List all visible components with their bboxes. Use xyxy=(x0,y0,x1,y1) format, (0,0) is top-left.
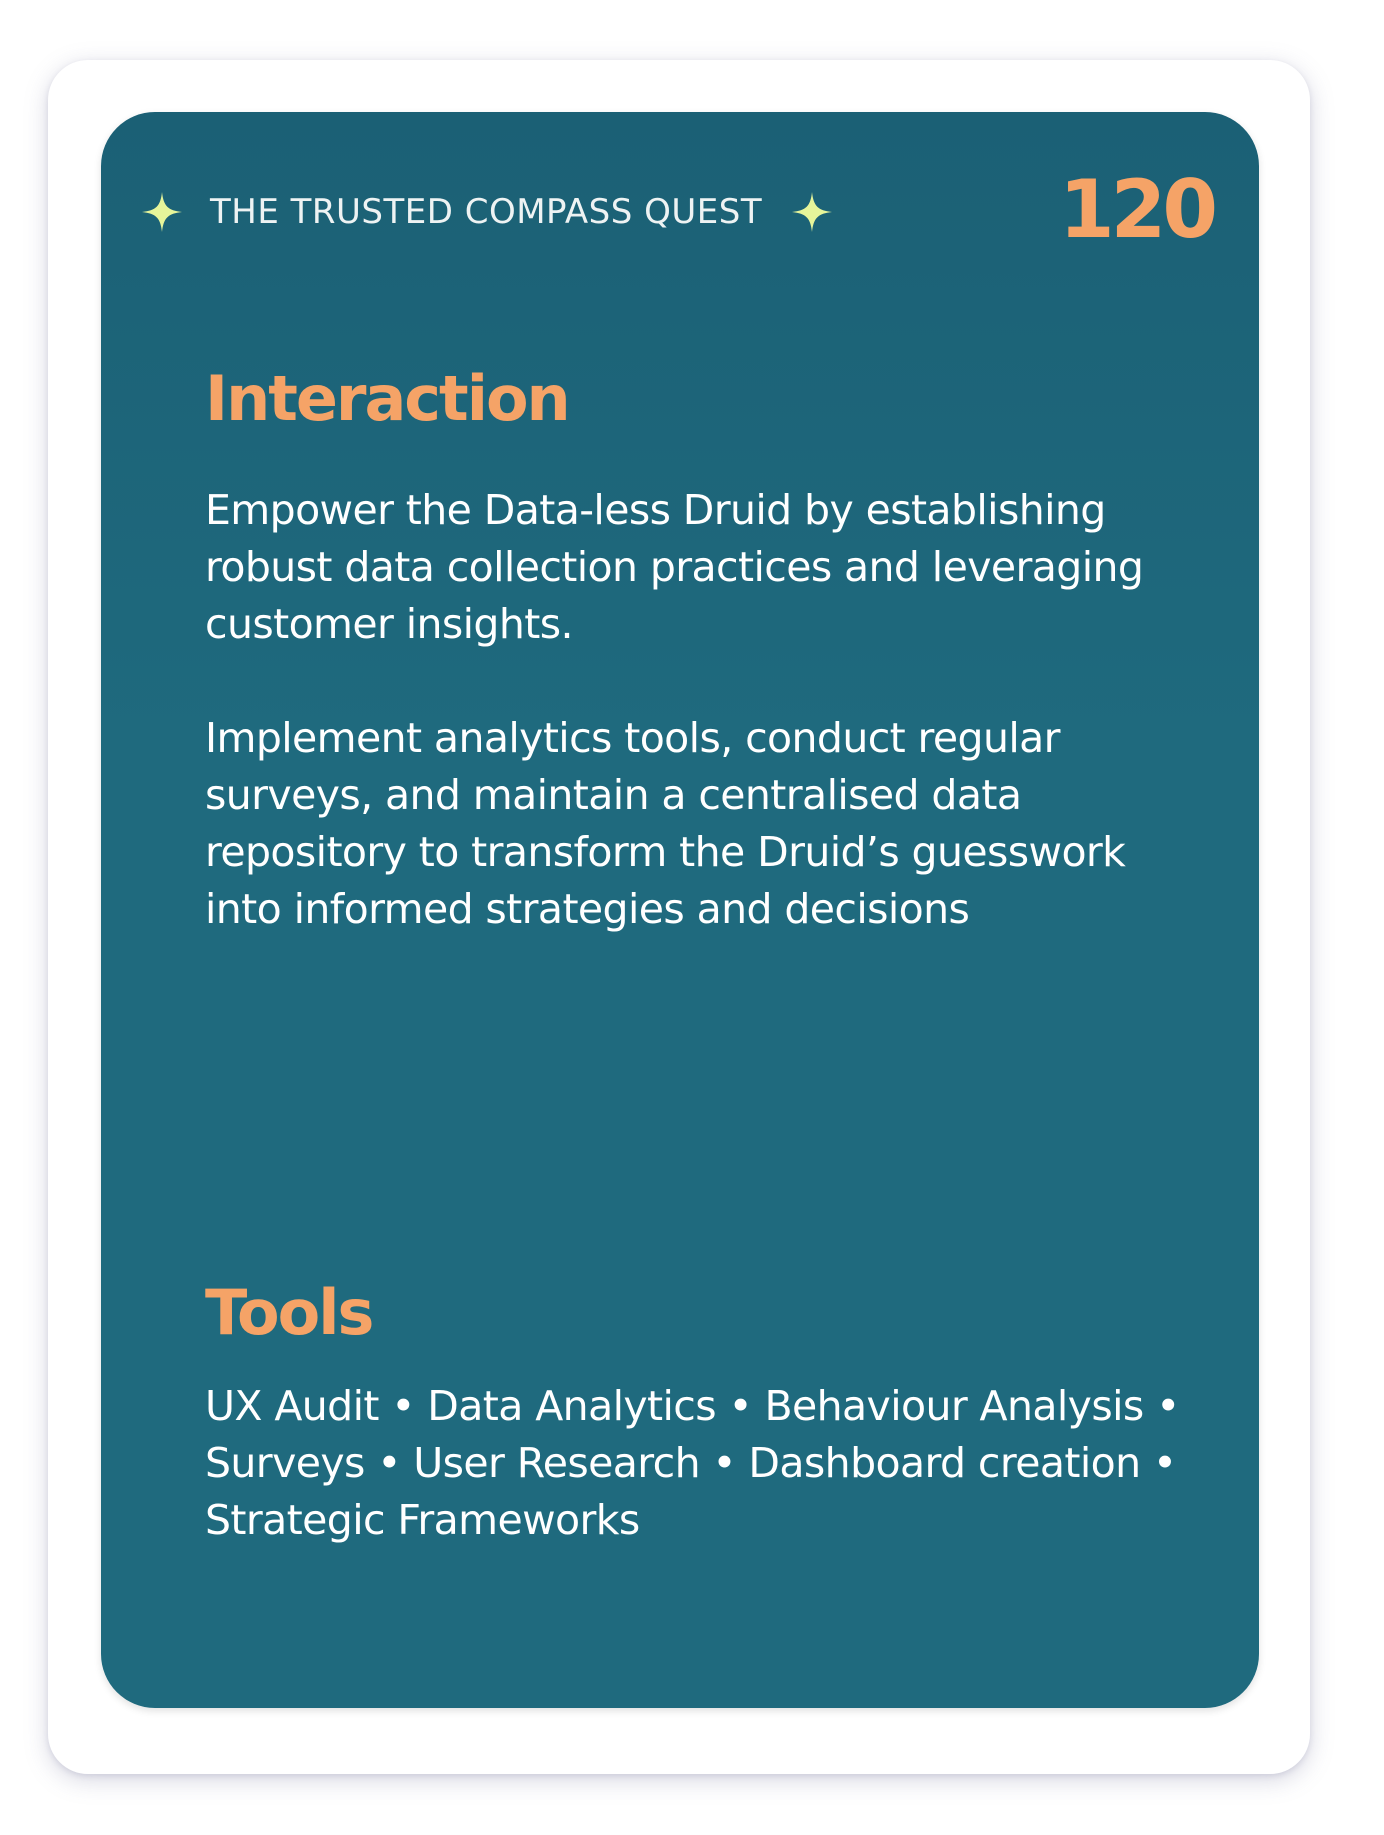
card-header xyxy=(140,180,834,244)
tools-list: UX Audit • Data Analytics • Behaviour Analysis • Surveys • User Research • Dashboard creation • Strategic Frameworks xyxy=(205,1382,1180,1544)
interaction-paragraph-2: Implement analytics tools, conduct regular surveys, and maintain a centralised data repository to transform the Druid’s guesswork into informed strategies and decisions xyxy=(205,714,1126,933)
header-title: THE TRUSTED COMPASS QUEST xyxy=(210,192,763,232)
card-number: 120 xyxy=(1059,163,1214,256)
tools-heading: Tools xyxy=(205,1276,373,1349)
sparkle-left-icon xyxy=(140,190,184,234)
interaction-paragraph-1: Empower the Data-less Druid by establishing robust data collection practices and leveraging customer insights. xyxy=(205,486,1144,648)
sparkle-right-icon xyxy=(790,190,834,234)
interaction-heading: Interaction xyxy=(205,362,569,435)
